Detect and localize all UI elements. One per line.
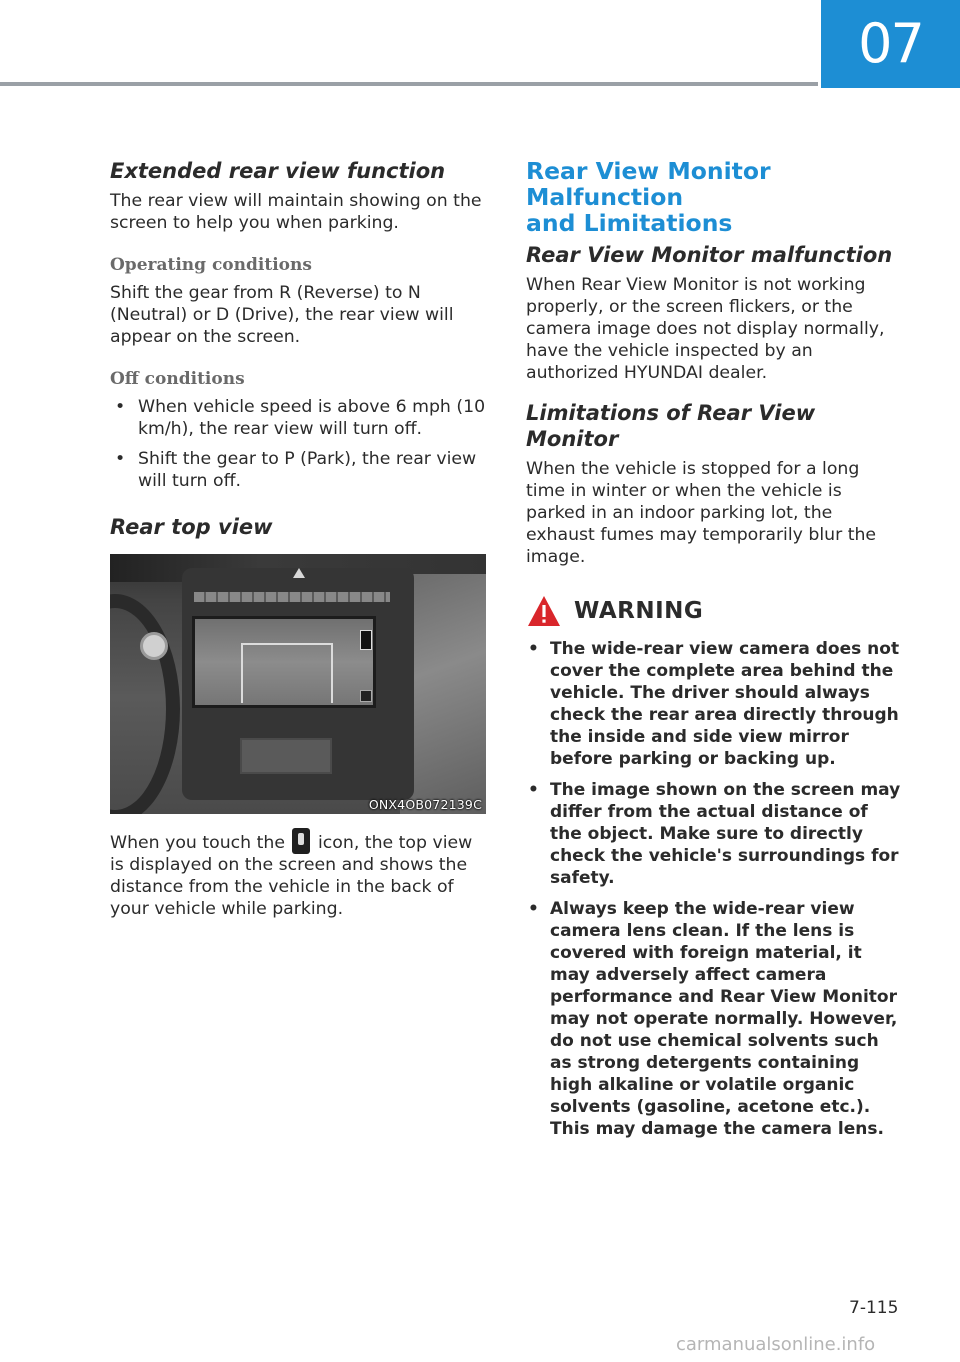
operating-conditions-text: Shift the gear from R (Reverse) to N (Neutral) or D (Drive), the rear view will appear on the screen. <box>110 283 454 347</box>
climate-panel <box>240 738 332 774</box>
start-button <box>140 632 168 660</box>
warning-list <box>526 638 902 1140</box>
limitations-heading: Limitations of Rear View Monitor <box>526 401 816 451</box>
header-rule <box>0 82 818 86</box>
warning-item: • The image shown on the screen may differ from the actual distance of the object. Make sure to directly check the vehicle's surroundings for safety. <box>526 779 902 889</box>
top-view-button-icon <box>360 630 372 650</box>
warning-header <box>526 594 902 628</box>
rear-top-view-figure <box>110 554 486 814</box>
top-view-text-start: When you touch the <box>110 833 285 853</box>
figure-code: ONX4OB072139C <box>368 797 482 812</box>
off-conditions-list <box>110 396 490 492</box>
extended-rear-view-text: The rear view will maintain showing on the screen to help you when parking. <box>110 191 482 233</box>
rear-top-view-heading: Rear top view <box>110 515 273 539</box>
page-number: 7-115 <box>849 1298 899 1318</box>
extended-rear-view-heading: Extended rear view function <box>110 159 446 183</box>
camera-screen <box>192 616 376 708</box>
off-conditions-heading: Off conditions <box>110 369 245 389</box>
malfunction-text: When Rear View Monitor is not working properly, or the screen flickers, or the camera image does not display normally, have the vehicle inspected by an authorized HYUNDAI dealer. <box>526 275 885 383</box>
right-column <box>526 158 902 1149</box>
camera-setting-icon <box>360 690 372 702</box>
left-column <box>110 158 490 920</box>
top-view-text <box>110 828 490 920</box>
section-title-line-1: Rear View Monitor Malfunction <box>526 157 771 211</box>
top-view-text-end: icon, the top view is displayed on the screen and shows the distance from the vehicle in the back of your vehicle while parking. <box>110 833 473 919</box>
steering-wheel <box>110 594 180 814</box>
parking-guide-lines <box>241 643 333 703</box>
warning-item: • Always keep the wide-rear view camera lens clean. If the lens is covered with foreign material, it may adversely affect camera performance and Rear View Monitor may not operate normally. However, do not use chemical solvents such as strong detergents containing high alkaline or volatile organic solvents (gasoline, acetone etc.). This may damage the camera lens. <box>526 898 902 1140</box>
warning-title: WARNING <box>574 598 704 624</box>
malfunction-heading: Rear View Monitor malfunction <box>526 243 893 267</box>
off-condition-item: • When vehicle speed is above 6 mph (10 km/h), the rear view will turn off. <box>110 396 490 440</box>
top-view-icon <box>292 828 310 854</box>
air-vents <box>194 592 390 602</box>
warning-triangle-icon <box>526 594 562 628</box>
watermark: carmanualsonline.info <box>676 1334 876 1355</box>
warning-item: • The wide-rear view camera does not cover the complete area behind the vehicle. The driver should always check the rear area directly through the inside and side view mirror before parking or backing up. <box>526 638 902 770</box>
off-condition-item: • Shift the gear to P (Park), the rear view will turn off. <box>110 448 490 492</box>
limitations-text: When the vehicle is stopped for a long time in winter or when the vehicle is parked in an indoor parking lot, the exhaust fumes may temporarily blur the image. <box>526 459 877 567</box>
hazard-button-icon <box>293 568 305 578</box>
section-title-line-2: and Limitations <box>526 209 733 237</box>
chapter-tab: 07 <box>821 0 960 88</box>
operating-conditions-heading: Operating conditions <box>110 255 312 275</box>
